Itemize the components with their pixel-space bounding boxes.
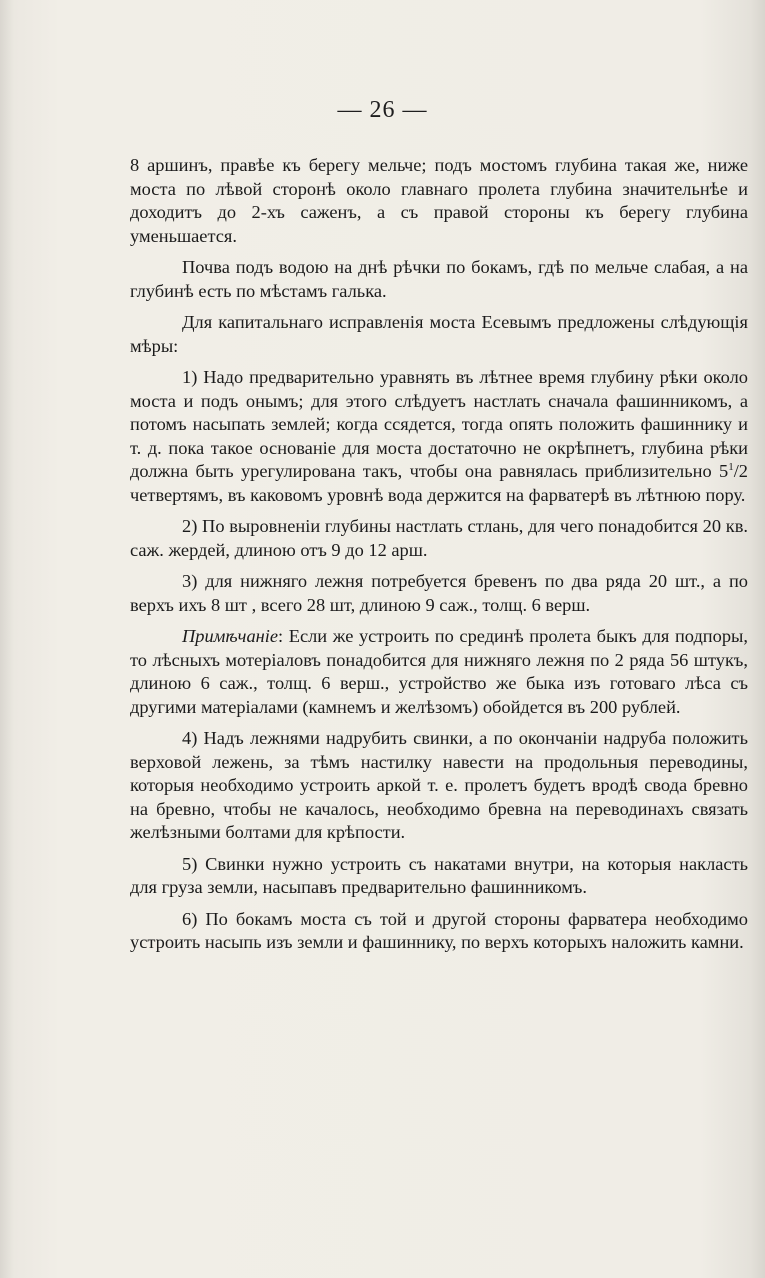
paragraph-measure-6: 6) По бокамъ моста съ той и другой стороны фарватера необходимо устроить насыпь изъ земли и фашиннику, по верхъ которыхъ наложить камни. (130, 908, 748, 952)
paragraph-measure-2: 2) По выровненіи глубины настлать стлань, для чего понадобится 20 кв. саж. жердей, длиною отъ 9 до 12 арш. (130, 516, 748, 560)
measure-1-text-cont: /2 четвертямъ, въ каковомъ уровнѣ вода держится на фарватерѣ въ лѣтнюю пору. (130, 461, 748, 505)
note-text: : Если же устроить по срединѣ пролета быкъ для подпоры, то лѣсныхъ мотеріаловъ понадобится для нижняго лежня по 2 ряда 56 штукъ, длиною 6 саж., толщ. 6 верш., устройство же быка изъ готоваго лѣса съ другими матеріалами (камнемъ и желѣзомъ) обойдется въ 200 рублей. (130, 626, 748, 717)
fraction-numerator: 1 (728, 460, 734, 473)
paragraph-measure-5: 5) Свинки нужно устроить съ накатами внутри, на которыя накласть для груза земли, насыпавъ предварительно фашинникомъ. (130, 853, 748, 897)
paragraph-measure-4: 4) Надъ лежнями надрубить свинки, а по окончаніи надруба положить верховой лежень, за тѣмъ настилку навести на продольныя переводины, которыя необходимо устроить аркой т. е. пролетъ будетъ вродѣ свода бревно на бревно, чтобы не качалось, необходимо бревна на переводинахъ связать желѣзными болтами для крѣпости. (130, 728, 748, 842)
page-number: — 26 — (337, 97, 428, 123)
note-label: Примѣчаніе (182, 626, 279, 646)
paragraph-measure-1 (130, 366, 748, 507)
measure-1-text: 1) Надо предварительно уравнять въ лѣтнее время глубину рѣки около моста и подъ онымъ; для этого слѣдуетъ настлать сначала фашинникомъ, а потомъ насыпать землей; когда ссядется, тогда опять положить фашиннику и т. д. пока такое основаніе для моста достаточно не окрѣпнетъ, глубина рѣки должна быть урегулирована такъ, чтобы она равнялась приблизительно 5 (130, 367, 748, 481)
paragraph-soil: Почва подъ водою на днѣ рѣчки по бокамъ, гдѣ по мельче слабая, а на глубинѣ есть по мѣстамъ галька. (130, 257, 748, 301)
body-text (130, 154, 748, 955)
paragraph-note (130, 625, 748, 719)
paragraph-depth: 8 аршинъ, правѣе къ берегу мельче; подъ мостомъ глубина такая же, ниже моста по лѣвой сторонѣ около главнаго пролета глубина значительнѣе и доходитъ до 2-хъ саженъ, а съ правой стороны къ берегу глубина уменьшается. (130, 155, 748, 246)
paragraph-measure-3: 3) для нижняго лежня потребуется бревенъ по два ряда 20 шт., а по верхъ ихъ 8 шт , всего 28 шт, длиною 9 саж., толщ. 6 верш. (130, 571, 748, 615)
paragraph-measures-intro: Для капитальнаго исправленія моста Есевымъ предложены слѣдующія мѣры: (130, 312, 748, 356)
